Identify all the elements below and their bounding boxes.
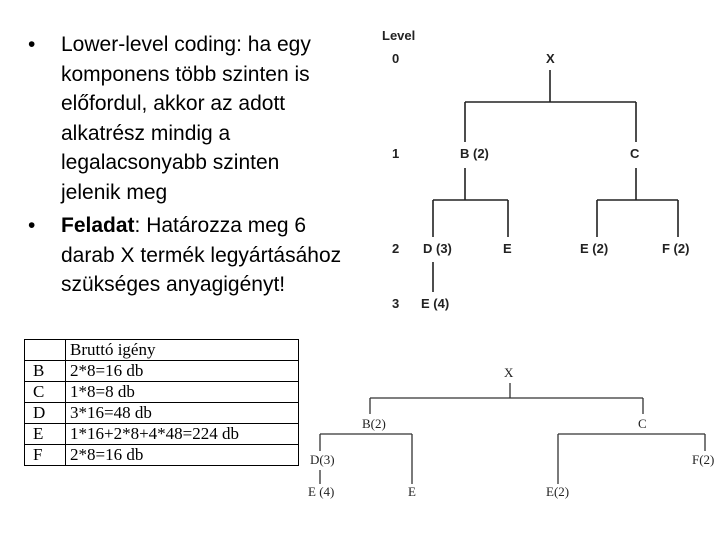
table-cell-item: D [25, 403, 66, 424]
node-f2: F (2) [662, 241, 690, 256]
bullet-dot: • [28, 214, 36, 237]
node-c: C [630, 146, 640, 161]
node-x: X [546, 51, 555, 66]
bullet-text: : Határozza meg 6 darab X termék legyártásához szükséges anyagigényt! [61, 214, 342, 296]
node-c: C [638, 416, 647, 431]
connector-line [465, 102, 636, 142]
node-e2: E(2) [546, 484, 570, 499]
level-label: 2 [392, 241, 400, 256]
level-label: 3 [392, 296, 400, 311]
bottom-tree [308, 365, 714, 499]
node-d: D(3) [310, 452, 335, 467]
table-cell-item: E [25, 424, 66, 445]
connector-line [597, 168, 678, 237]
table-cell-item: C [25, 382, 66, 403]
table-cell-calc: 1*16+2*8+4*48=224 db [66, 424, 299, 445]
node-d: D (3) [423, 241, 452, 256]
bullet-prefix: Feladat [61, 214, 135, 237]
bullet-dot: • [28, 33, 36, 56]
table-cell-item: B [25, 361, 66, 382]
table-cell-calc: 1*8=8 db [66, 382, 299, 403]
node-x: X [504, 365, 514, 380]
connector-line [558, 434, 705, 484]
connector-line [433, 168, 508, 237]
top-tree [382, 28, 689, 311]
table-cell-calc: 3*16=48 db [66, 403, 299, 424]
table-cell-item: F [25, 445, 66, 466]
node-f2: F(2) [692, 452, 715, 467]
table-cell-calc: 2*8=16 db [66, 361, 299, 382]
table-header: Bruttó igény [66, 340, 299, 361]
connector-line [370, 398, 643, 414]
node-e: E [408, 484, 416, 499]
level-header: Level [382, 28, 416, 43]
node-b: B(2) [362, 416, 386, 431]
table-cell-calc: 2*8=16 db [66, 445, 299, 466]
bullet-text: Lower-level coding: ha egy komponens több szinten is előfordul, akkor az adott alkatrész mindig a legalacsonyabb szinten jelenik meg [61, 33, 311, 204]
level-label: 1 [392, 146, 400, 161]
node-b: B (2) [460, 146, 489, 161]
node-e2: E (2) [580, 241, 609, 256]
level-label: 0 [392, 51, 400, 66]
node-e4: E (4) [308, 484, 335, 499]
node-e: E [503, 241, 512, 256]
node-e4: E (4) [421, 296, 450, 311]
